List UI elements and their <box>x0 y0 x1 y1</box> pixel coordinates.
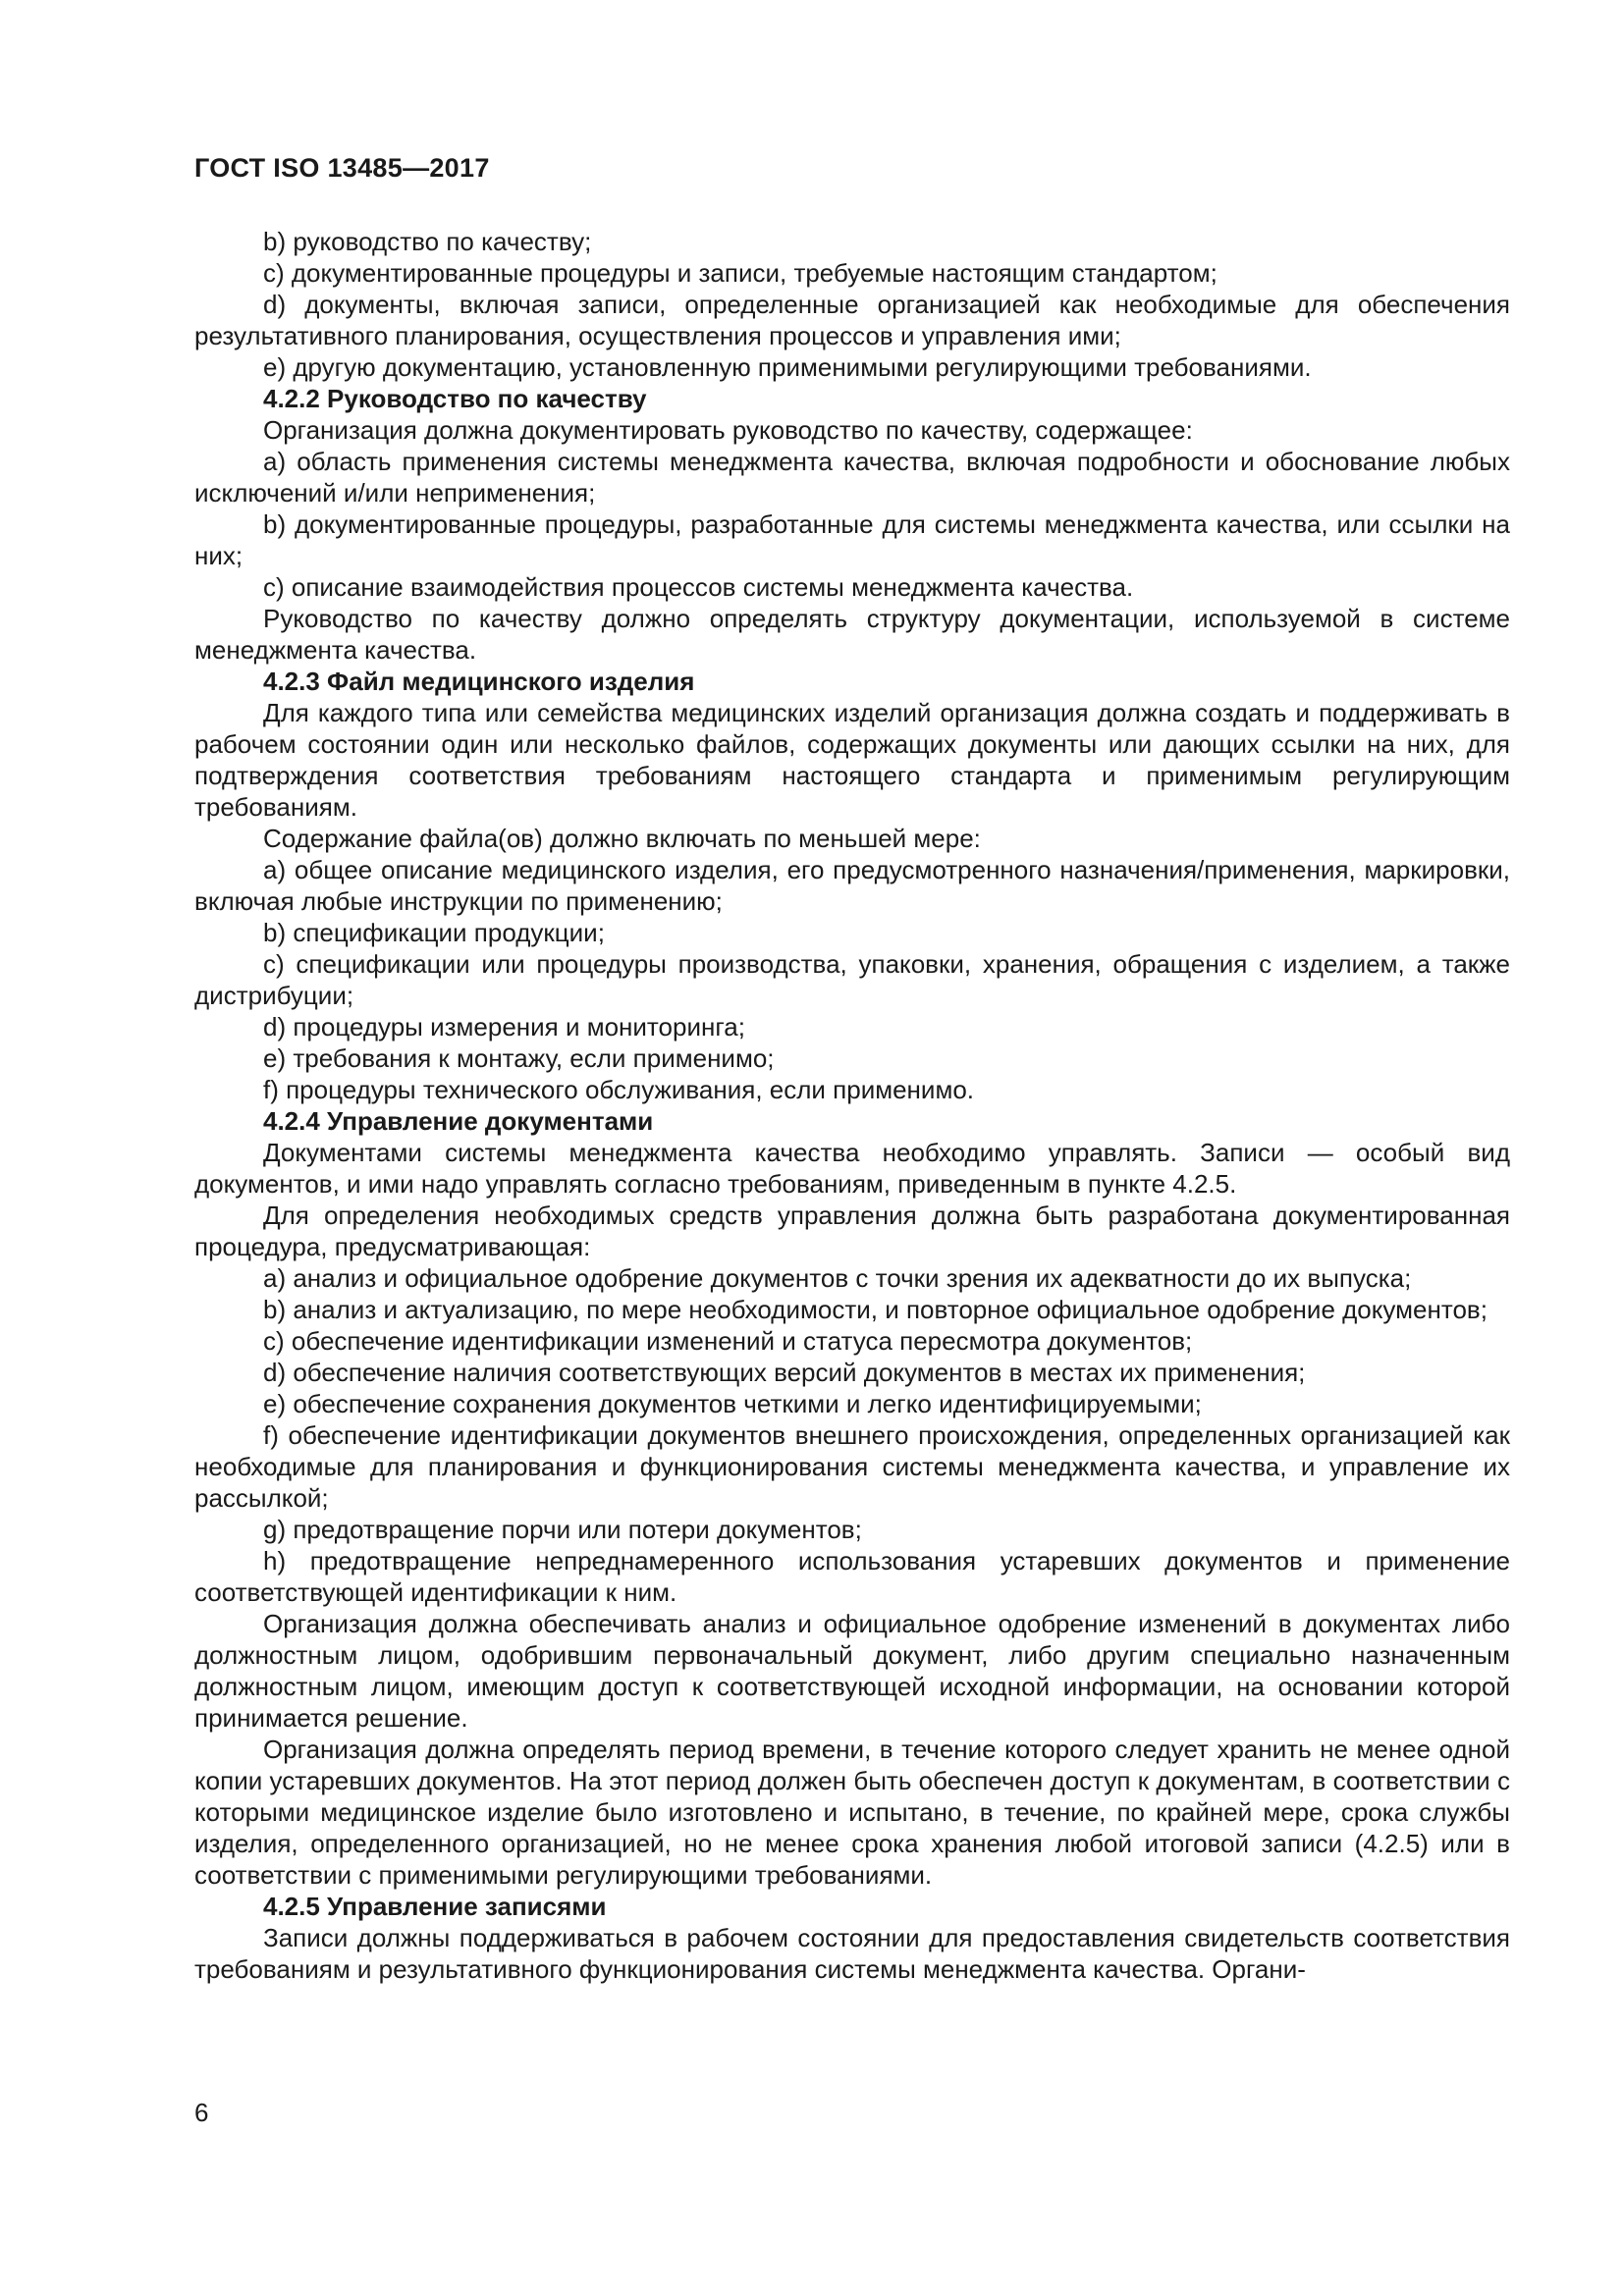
list-item: g) предотвращение порчи или потери документов; <box>263 1515 862 1544</box>
paragraph: Организация должна обеспечивать анализ и официальное одобрение изменений в документах либо должностным лицом, одобрившим первоначальный документ, либо другим специально назначенным должностным лицом, имеющим доступ к соответствующей исходной информации, на основании которой принимается решение. <box>194 1609 1510 1733</box>
paragraph: Документами системы менеджмента качества необходимо управлять. Записи — особый вид документов, и ими надо управлять согласно требованиям, приведенным в пункте 4.2.5. <box>194 1138 1510 1199</box>
list-item: b) анализ и актуализацию, по мере необходимости, и повторное официальное одобрение документов; <box>263 1295 1488 1324</box>
document-body <box>194 226 1510 1985</box>
list-item: b) руководство по качеству; <box>263 227 592 256</box>
section-heading: 4.2.5 Управление записями <box>263 1892 607 1921</box>
list-item: a) анализ и официальное одобрение документов с точки зрения их адекватности до их выпуска; <box>263 1263 1412 1293</box>
paragraph: Для каждого типа или семейства медицинских изделий организация должна создать и поддерживать в рабочем состоянии один или несколько файлов, содержащих документы или дающих ссылки на них, для подтверждения соответствия требованиям настоящего стандарта и применимым регулирующим требованиям. <box>194 698 1510 822</box>
list-item: c) описание взаимодействия процессов системы менеджмента качества. <box>263 572 1134 602</box>
paragraph: Организация должна документировать руководство по качеству, содержащее: <box>263 415 1193 445</box>
paragraph: Записи должны поддерживаться в рабочем состоянии для предоставления свидетельств соответствия требованиям и результативного функционирования системы менеджмента качества. Органи- <box>194 1923 1510 1984</box>
list-item: f) процедуры технического обслуживания, если применимо. <box>263 1075 975 1104</box>
list-item: h) предотвращение непреднамеренного использования устаревших документов и применение соответствующей идентификации к ним. <box>194 1546 1510 1607</box>
document-header: ГОСТ ISO 13485—2017 <box>194 153 490 183</box>
list-item: e) обеспечение сохранения документов четкими и легко идентифицируемыми; <box>263 1389 1202 1418</box>
list-item: b) документированные процедуры, разработанные для системы менеджмента качества, или ссылки на них; <box>194 509 1510 570</box>
list-item: e) требования к монтажу, если применимо; <box>263 1043 775 1073</box>
list-item: b) спецификации продукции; <box>263 918 605 947</box>
paragraph: Для определения необходимых средств управления должна быть разработана документированная процедура, предусматривающая: <box>194 1201 1510 1261</box>
list-item: c) спецификации или процедуры производства, упаковки, хранения, обращения с изделием, а также дистрибуции; <box>194 949 1510 1010</box>
paragraph: Руководство по качеству должно определять структуру документации, используемой в системе менеджмента качества. <box>194 604 1510 665</box>
list-item: d) процедуры измерения и мониторинга; <box>263 1012 745 1041</box>
page-number: 6 <box>194 2098 209 2127</box>
list-item: a) область применения системы менеджмента качества, включая подробности и обоснование любых исключений и/или неприменения; <box>194 447 1510 507</box>
list-item: f) обеспечение идентификации документов внешнего происхождения, определенных организацией как необходимые для планирования и функционирования системы менеджмента качества, и управление их рассылкой; <box>194 1420 1510 1513</box>
list-item: c) документированные процедуры и записи, требуемые настоящим стандартом; <box>263 258 1217 288</box>
list-item: d) обеспечение наличия соответствующих версий документов в местах их применения; <box>263 1358 1306 1387</box>
list-item: a) общее описание медицинского изделия, его предусмотренного назначения/применения, маркировки, включая любые инструкции по применению; <box>194 855 1510 916</box>
section-heading: 4.2.2 Руководство по качеству <box>263 384 647 413</box>
paragraph: Организация должна определять период времени, в течение которого следует хранить не менее одной копии устаревших документов. На этот период должен быть обеспечен доступ к документам, в соответствии с которыми медицинское изделие было изготовлено и испытано, в течение, по крайней мере, срока службы изделия, определенного организацией, но не менее срока хранения любой итоговой записи (4.2.5) или в соответствии с применимыми регулирующими требованиями. <box>194 1735 1510 1890</box>
section-heading: 4.2.3 Файл медицинского изделия <box>263 667 695 696</box>
list-item: d) документы, включая записи, определенные организацией как необходимые для обеспечения результативного планирования, осуществления процессов и управления ими; <box>194 290 1510 350</box>
list-item: e) другую документацию, установленную применимыми регулирующими требованиями. <box>263 352 1312 382</box>
list-item: c) обеспечение идентификации изменений и статуса пересмотра документов; <box>263 1326 1193 1356</box>
paragraph: Содержание файла(ов) должно включать по меньшей мере: <box>263 824 981 853</box>
section-heading: 4.2.4 Управление документами <box>263 1106 654 1136</box>
